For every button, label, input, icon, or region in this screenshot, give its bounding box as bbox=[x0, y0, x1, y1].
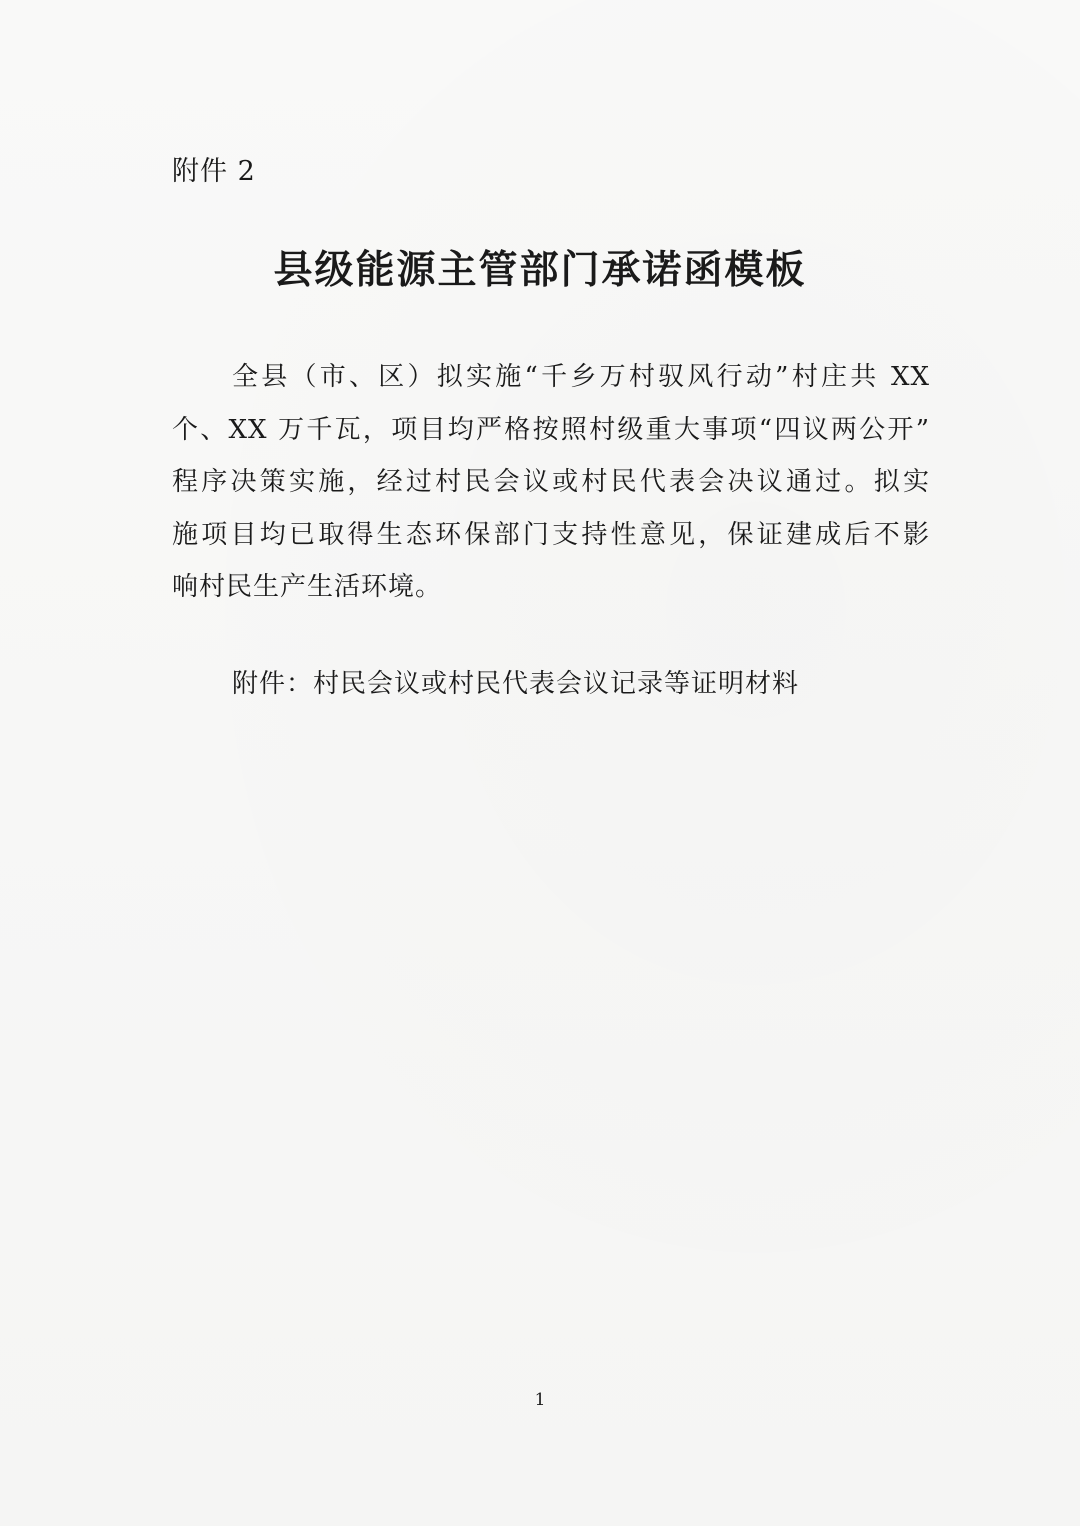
page-number: 1 bbox=[534, 1390, 546, 1410]
document-title: 县级能源主管部门承诺函模板 bbox=[273, 247, 807, 293]
body-line: 施项目均已取得生态环保部门支持性意见，保证建成后不影 bbox=[172, 519, 930, 550]
body-line: 程序决策实施，经过村民会议或村民代表会决议通过。拟实 bbox=[172, 467, 930, 497]
body-line: 响村民生产生活环境。 bbox=[172, 572, 443, 602]
body-line: 全县（市、区）拟实施“千乡万村驭风行动”村庄共 XX bbox=[232, 362, 930, 392]
attachment-label: 附件 2 bbox=[172, 156, 256, 187]
attachment-note: 附件：村民会议或村民代表会议记录等证明材料 bbox=[232, 669, 800, 699]
body-line: 个、XX 万千瓦，项目均严格按照村级重大事项“四议两公开” bbox=[172, 414, 930, 445]
body-paragraph bbox=[172, 351, 930, 614]
